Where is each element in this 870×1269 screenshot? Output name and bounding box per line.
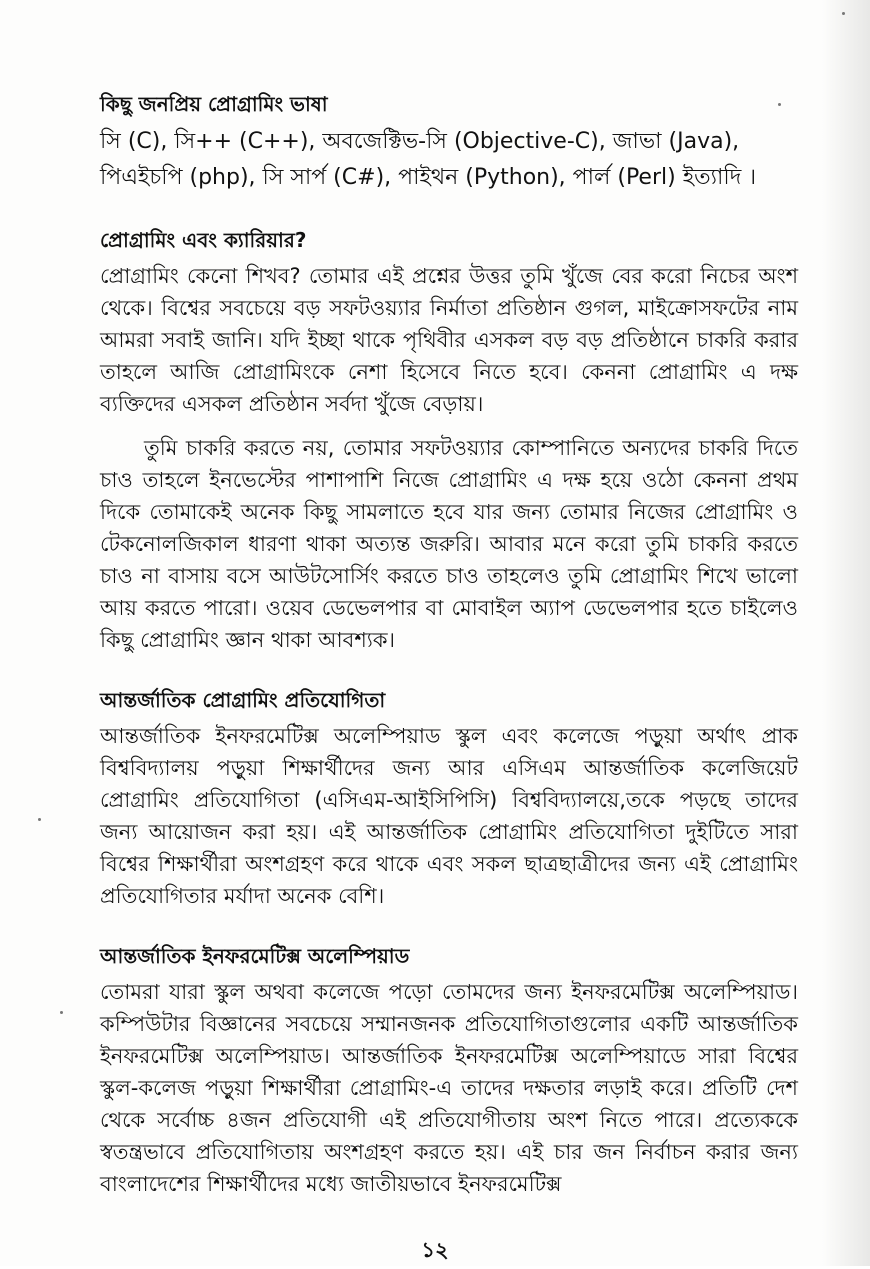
- language-list-line: সি (C), সি++ (C++), অবজেক্টিভ-সি (Objective-C), জাভা (Java),: [100, 129, 740, 154]
- scan-speck: [60, 1011, 63, 1014]
- page-content: [100, 84, 798, 1200]
- body-paragraph: প্রোগ্রামিং কেনো শিখব? তোমার এই প্রশ্নের উত্তর তুমি খুঁজে বের করো নিচের অংশ থেকে। বিশ্বের সবচেয়ে বড় সফটওয়্যার নির্মাতা প্রতিষ্ঠান গুগল, মাইক্রোসফটের নাম আমরা সবাই জানি। যদি ইচ্ছা থাকে পৃথিবীর এসকল বড় বড় প্রতিষ্ঠানে চাকরি করার তাহলে আজি প্রোগ্রামিংকে নেশা হিসেবে নিতে হবে। কেননা প্রোগ্রামিং এ দক্ষ ব্যক্তিদের এসকল প্রতিষ্ঠান সর্বদা খুঁজে বেড়ায়।: [100, 264, 798, 416]
- section-informatics-olympiad: [100, 936, 798, 1200]
- body-paragraph: আন্তর্জাতিক ইনফরমেটিক্স অলেম্পিয়াড স্কুল এবং কলেজে পড়ুয়া অর্থাৎ প্রাক বিশ্ববিদ্যালয় পড়ুয়া শিক্ষার্থীদের জন্য আর এসিএম আন্তর্জাতিক কলেজিয়েট প্রোগ্রামিং প্রতিযোগিতা (এসিএম-আইসিপিসি) বিশ্ববিদ্যালয়ে,তকে পড়ছে তাদের জন্য আয়োজন করা হয়। এই আন্তর্জাতিক প্রোগ্রামিং প্রতিযোগিতা দুইটিতে সারা বিশ্বের শিক্ষার্থীরা অংশগ্রহণ করে থাকে এবং সকল ছাত্রছাত্রীদের জন্য এই প্রোগ্রামিং প্রতিযোগিতার মর্যাদা অনেক বেশি।: [100, 724, 798, 908]
- scan-speck: [842, 12, 845, 15]
- section-heading: প্রোগ্রামিং এবং ক্যারিয়ার?: [100, 228, 307, 252]
- scan-speck: [38, 818, 41, 821]
- language-list-line: পিএইচপি (php), সি সার্প (C#), পাইথন (Python), পার্ল (Perl) ইত্যাদি ।: [100, 165, 757, 190]
- body-paragraph: তোমরা যারা স্কুল অথবা কলেজে পড়ো তোমদের জন্য ইনফরমেটিক্স অলেম্পিয়াড। কম্পিউটার বিজ্ঞানের সবচেয়ে সম্মানজনক প্রতিযোগিতাগুলোর একটি আন্তর্জাতিক ইনফরমেটিক্স অলেম্পিয়াড। আন্তর্জাতিক ইনফরমেটিক্স অলেম্পিয়াডে সারা বিশ্বের স্কুল-কলেজ পড়ুয়া শিক্ষার্থীরা প্রোগ্রামিং-এ তাদের দক্ষতার লড়াই করে। প্রতিটি দেশ থেকে সর্বোচ্চ ৪জন প্রতিযোগী এই প্রতিযোগীতায় অংশ নিতে পারে। প্রত্যেককে স্বতন্ত্রভাবে প্রতিযোগিতায় অংশগ্রহণ করতে হয়। এই চার জন নির্বাচন করার জন্য বাংলাদেশের শিক্ষার্থীদের মধ্যে জাতীয়ভাবে ইনফরমেটিক্স: [100, 980, 798, 1196]
- page-edge-shadow: [822, 0, 870, 1266]
- section-popular-languages: [100, 84, 798, 196]
- section-heading: আন্তর্জাতিক প্রোগ্রামিং প্রতিযোগিতা: [100, 688, 386, 712]
- body-paragraph: তুমি চাকরি করতে নয়, তোমার সফটওয়্যার কোম্পানিতে অন্যদের চাকরি দিতে চাও তাহলে ইনভেস্টের পাশাপাশি নিজে প্রোগ্রামিং এ দক্ষ হয়ে ওঠো কেননা প্রথম দিকে তোমাকেই অনেক কিছু সামলাতে হবে যার জন্য তোমার নিজের প্রোগ্রামিং ও টেকনোলজিকাল ধারণা থাকা অত্যন্ত জরুরি। আবার মনে করো তুমি চাকরি করতে চাও না বাসায় বসে আউটসোর্সিং করতে চাও তাহলেও তুমি প্রোগ্রামিং শিখে ভালো আয় করতে পারো। ওয়েব ডেভেলপার বা মোবাইল অ্যাপ ডেভেলপার হতে চাইলেও কিছু প্রোগ্রামিং জ্ঞান থাকা আবশ্যক।: [100, 436, 798, 652]
- page-number: ১২: [421, 1238, 449, 1262]
- section-international-contest: [100, 680, 798, 912]
- section-heading: কিছু জনপ্রিয় প্রোগ্রামিং ভাষা: [100, 92, 328, 116]
- section-programming-career: [100, 220, 798, 656]
- section-heading: আন্তর্জাতিক ইনফরমেটিক্স অলেম্পিয়াড: [100, 944, 410, 968]
